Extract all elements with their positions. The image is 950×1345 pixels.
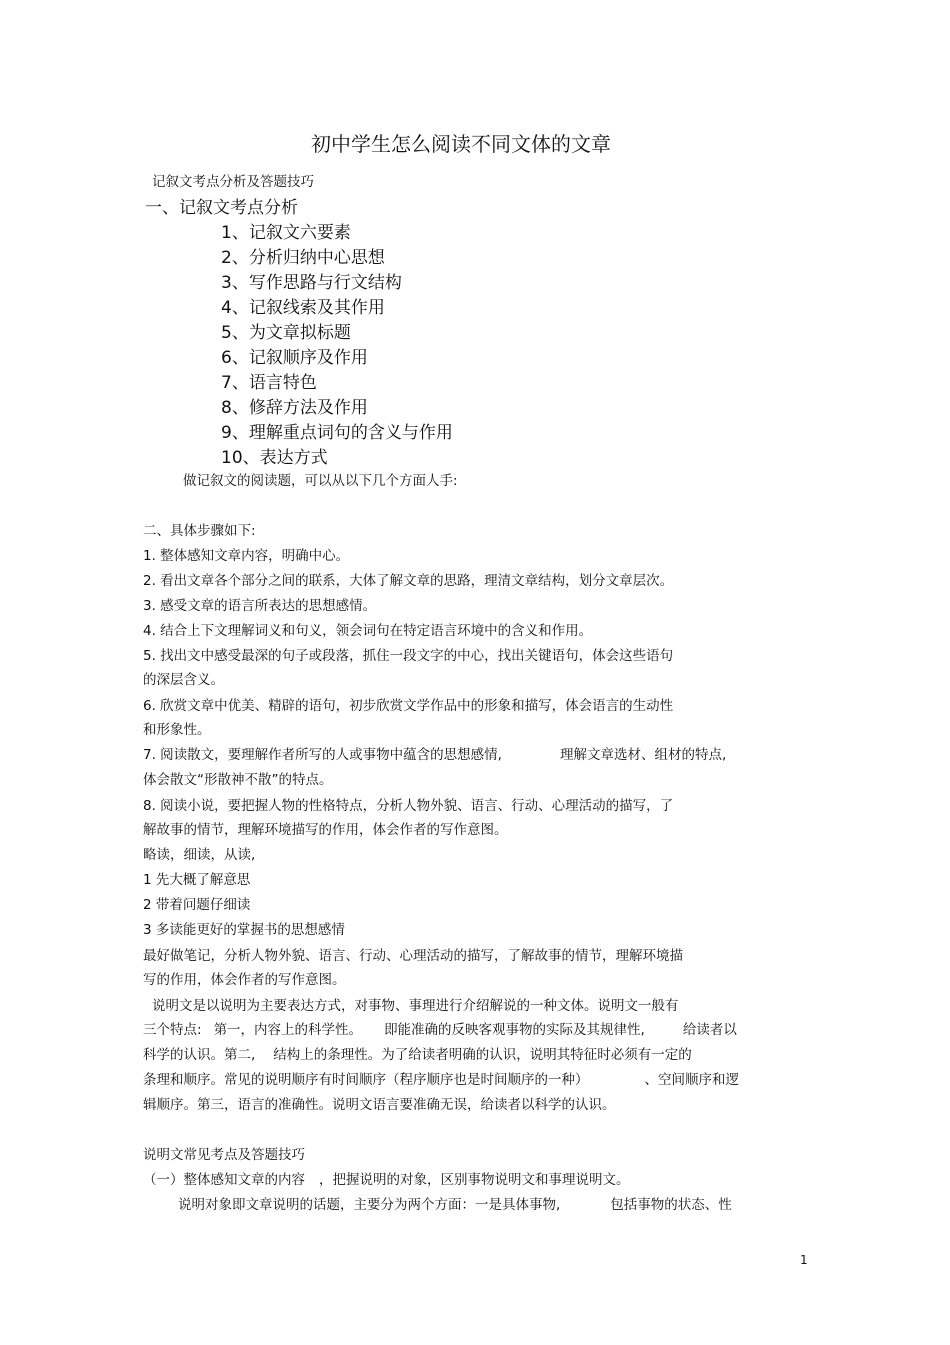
- step-line: 和形象性。: [143, 722, 211, 738]
- expo-tips-part: 包括事物的状态、性: [610, 1197, 732, 1213]
- reading-step: 2 带着问题仔细读: [143, 897, 251, 913]
- expo-paragraph-line: [143, 1043, 692, 1063]
- reading-methods: 略读，细读，从读,: [143, 847, 256, 863]
- expo-line-part: 结构上的条理性。为了给读者明确的认识，说明其特征时必须有一定的: [273, 1047, 692, 1063]
- step-line: [143, 743, 726, 763]
- step-line: 4. 结合上下文理解词义和句义，领会词句在特定语言环境中的含义和作用。: [143, 623, 593, 639]
- step-line: 的深层含义。: [143, 672, 224, 688]
- page-number: 1: [800, 1253, 808, 1267]
- list-item: 2、分析归纳中心思想: [221, 248, 385, 268]
- list-item: 8、修辞方法及作用: [221, 398, 368, 418]
- step-line: 6. 欣赏文章中优美、精辟的语句，初步欣赏文学作品中的形象和描写，体会语言的生动性: [143, 698, 674, 714]
- list-item: 10、表达方式: [221, 448, 328, 468]
- expo-tips-line: [178, 1193, 732, 1213]
- section-intro: 做记叙文的阅读题，可以从以下几个方面人手:: [183, 473, 458, 489]
- expo-line-part: 给读者以: [682, 1022, 737, 1038]
- step-line-part: 理解文章选材、组材的特点,: [559, 747, 727, 763]
- list-item: 5、为文章拟标题: [221, 323, 351, 343]
- expo-line-part: 条理和顺序。常见的说明顺序有时间顺序（程序顺序也是时间顺序的一种）: [143, 1072, 589, 1088]
- expo-tips-line: [143, 1168, 630, 1188]
- expo-line-part: 即能准确的反映客观事物的实际及其规律性,: [384, 1022, 645, 1038]
- expo-line-part: 三个特点:: [143, 1022, 202, 1038]
- expo-paragraph-line: 辑顺序。第三，语言的准确性。说明文语言要准确无误，给读者以科学的认识。: [143, 1097, 616, 1113]
- step-line: 8. 阅读小说，要把握人物的性格特点，分析人物外貌、语言、行动、心理活动的描写，了: [143, 798, 674, 814]
- expo-tips-heading: 说明文常见考点及答题技巧: [143, 1147, 305, 1163]
- section-heading-2: 二、具体步骤如下:: [143, 523, 256, 539]
- expo-tips-part: （一）整体感知文章的内容: [143, 1172, 305, 1188]
- section-heading-1: 一、记叙文考点分析: [145, 198, 298, 218]
- expo-line-part: 科学的认识。第二,: [143, 1047, 256, 1063]
- subtitle: 记叙文考点分析及答题技巧: [152, 174, 314, 190]
- step-line: 3. 感受文章的语言所表达的思想感情。: [143, 598, 377, 614]
- list-item: 6、记叙顺序及作用: [221, 348, 368, 368]
- page-title: 初中学生怎么阅读不同文体的文章: [311, 132, 611, 156]
- note-line: 最好做笔记，分析人物外貌、语言、行动、心理活动的描写，了解故事的情节，理解环境描: [143, 948, 683, 964]
- step-line: 1. 整体感知文章内容，明确中心。: [143, 548, 350, 564]
- list-item: 9、理解重点词句的含义与作用: [221, 423, 453, 443]
- reading-step: 1 先大概了解意思: [143, 872, 251, 888]
- expo-tips-part: ，把握说明的对象，区别事物说明文和事理说明文。: [319, 1172, 630, 1188]
- list-item: 1、记叙文六要素: [221, 223, 351, 243]
- expo-line-part: 、空间顺序和逻: [644, 1072, 739, 1088]
- list-item: 4、记叙线索及其作用: [221, 298, 385, 318]
- reading-step: 3 多读能更好的掌握书的思想感情: [143, 922, 345, 938]
- step-line: 5. 找出文中感受最深的句子或段落，抓住一段文字的中心，找出关键语句，体会这些语句: [143, 648, 674, 664]
- expo-paragraph-line: 说明文是以说明为主要表达方式，对事物、事理进行介绍解说的一种文体。说明文一般有: [152, 998, 679, 1014]
- expo-paragraph-line: [143, 1068, 739, 1088]
- list-item: 7、语言特色: [221, 373, 317, 393]
- expo-line-part: 第一，内容上的科学性。: [213, 1022, 363, 1038]
- step-line-part: 7. 阅读散文，要理解作者所写的人或事物中蕴含的思想感情,: [143, 747, 502, 763]
- step-line: 体会散文“形散神不散”的特点。: [143, 772, 333, 788]
- expo-paragraph-line: [143, 1018, 737, 1038]
- step-line: 2. 看出文章各个部分之间的联系，大体了解文章的思路，理清文章结构，划分文章层次。: [143, 573, 674, 589]
- expo-tips-part: 说明对象即文章说明的话题，主要分为两个方面：一是具体事物,: [178, 1197, 561, 1213]
- note-line: 写的作用，体会作者的写作意图。: [143, 972, 346, 988]
- list-item: 3、写作思路与行文结构: [221, 273, 402, 293]
- step-line: 解故事的情节，理解环境描写的作用，体会作者的写作意图。: [143, 822, 508, 838]
